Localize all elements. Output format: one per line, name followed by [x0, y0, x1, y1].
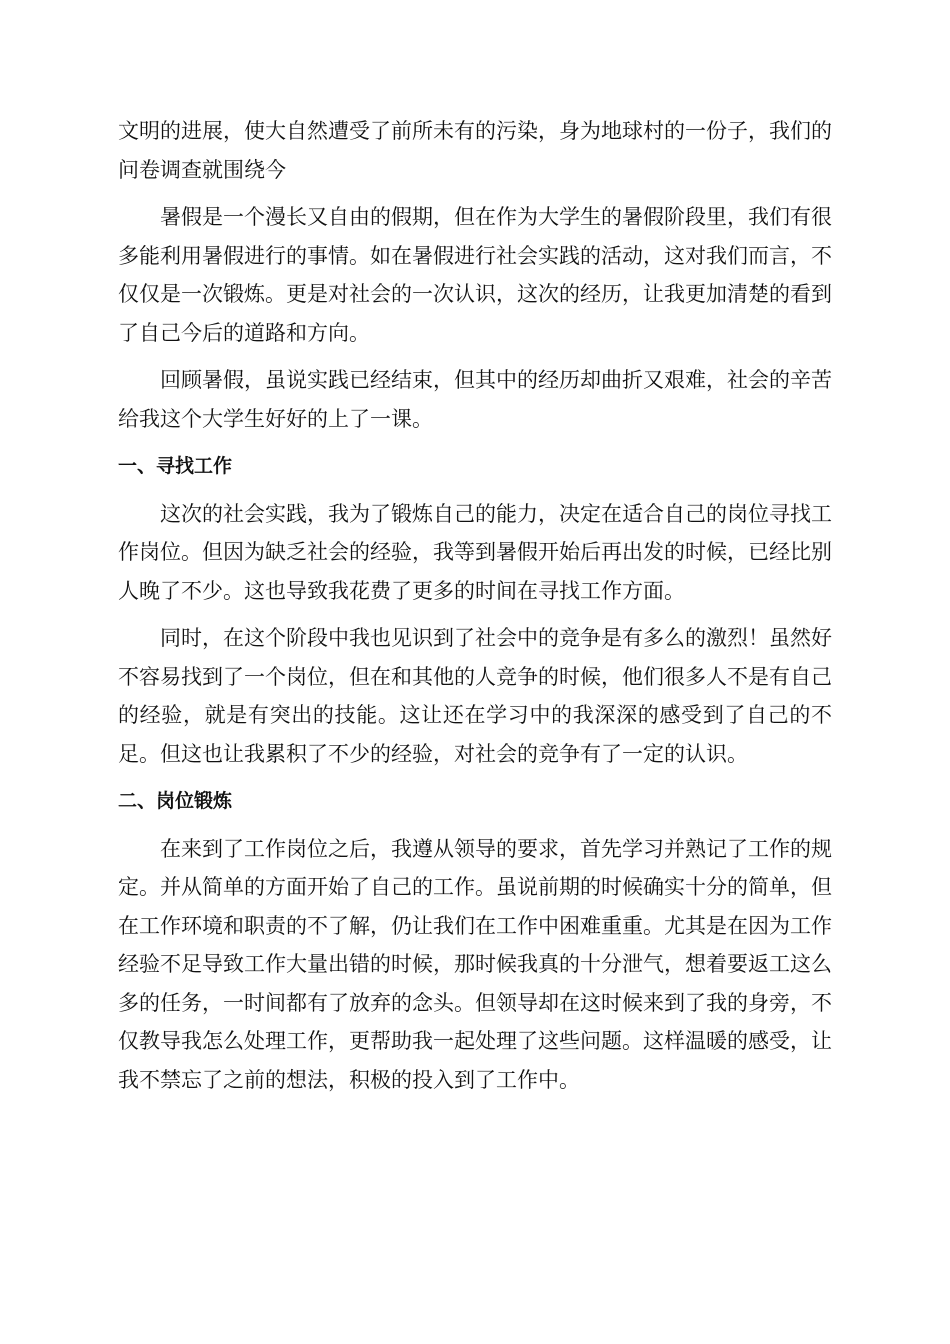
paragraph-competition: 同时，在这个阶段中我也见识到了社会中的竞争是有多么的激烈！虽然好不容易找到了一个岗位，但在和其他的人竞争的时候，他们很多人不是有自己的经验，就是有突出的技能。这让还在学习中的我深深的感受到了自己的不足。但这也让我累积了不少的经验，对社会的竞争有了一定的认识。 [118, 626, 832, 766]
paragraph-review: 回顾暑假，虽说实践已经结束，但其中的经历却曲折又艰难，社会的辛苦给我这个大学生好好的上了一课。 [118, 368, 832, 431]
section-heading-job-search: 一、寻找工作 [118, 455, 233, 477]
paragraph-summer-vacation: 暑假是一个漫长又自由的假期，但在作为大学生的暑假阶段里，我们有很多能利用暑假进行的事情。如在暑假进行社会实践的活动，这对我们而言，不仅仅是一次锻炼。更是对社会的一次认识，这次的经历，让我更加清楚的看到了自己今后的道路和方向。 [118, 205, 832, 345]
document-page [118, 112, 832, 1108]
paragraph-job-search: 这次的社会实践，我为了锻炼自己的能力，决定在适合自己的岗位寻找工作岗位。但因为缺乏社会的经验，我等到暑假开始后再出发的时候，已经比别人晚了不少。这也导致我花费了更多的时间在寻找工作方面。 [118, 501, 832, 603]
paragraph-intro-fragment: 文明的进展，使大自然遭受了前所未有的污染，身为地球村的一份子，我们的问卷调查就围绕今 [118, 119, 832, 182]
paragraph-job-training: 在来到了工作岗位之后，我遵从领导的要求，首先学习并熟记了工作的规定。并从简单的方面开始了自己的工作。虽说前期的时候确实十分的简单，但在工作环境和职责的不了解，仍让我们在工作中困难重重。尤其是在因为工作经验不足导致工作大量出错的时候，那时候我真的十分泄气，想着要返工这么多的任务，一时间都有了放弃的念头。但领导却在这时候来到了我的身旁，不仅教导我怎么处理工作，更帮助我一起处理了这些问题。这样温暖的感受，让我不禁忘了之前的想法，积极的投入到了工作中。 [118, 836, 832, 1092]
section-heading-job-training: 二、岗位锻炼 [118, 790, 233, 812]
